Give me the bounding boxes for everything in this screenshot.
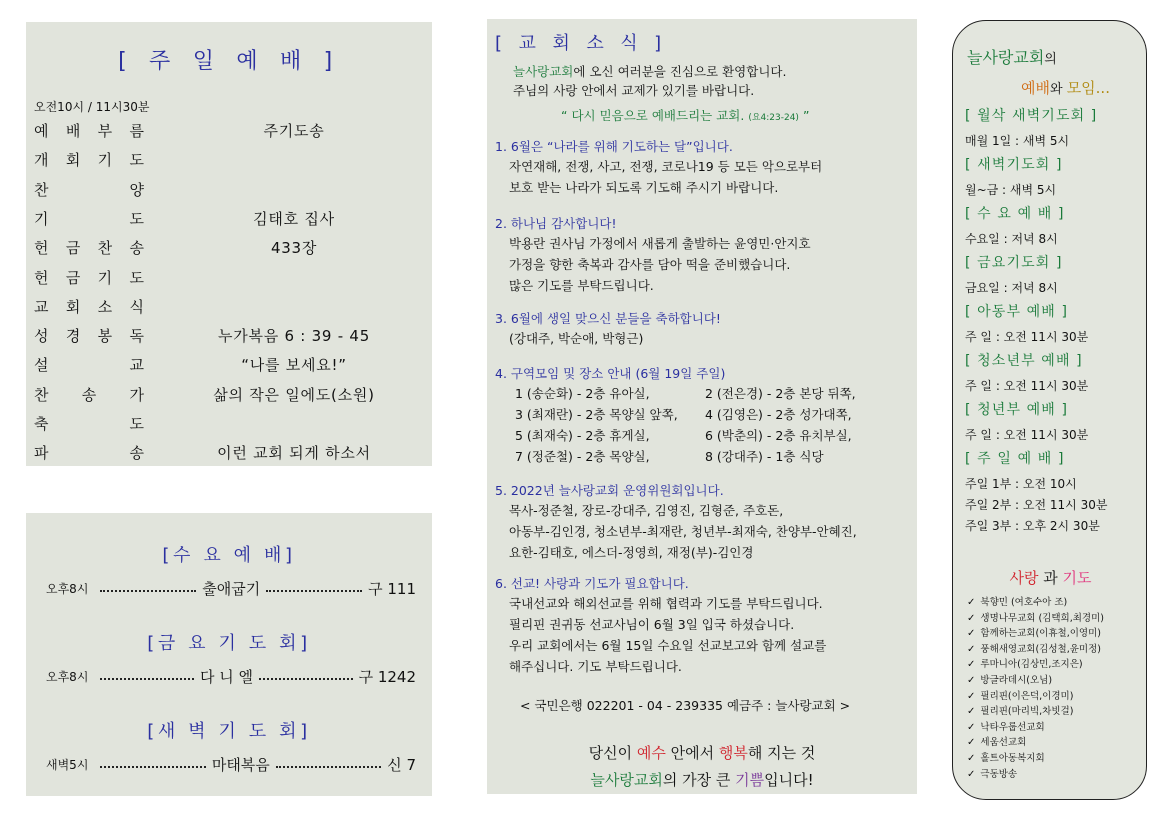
order-value: 이런 교회 되게 하소서 bbox=[217, 444, 371, 463]
worship-order-row bbox=[34, 384, 424, 413]
cell-group-location: 6 (박춘의) - 2층 유치부실, bbox=[705, 428, 852, 443]
cell-group-location: 7 (정준철) - 2층 목양실, bbox=[515, 449, 650, 464]
meeting-time: 매월 1일 : 새벽 5시 bbox=[965, 134, 1070, 148]
order-label-char: 개 bbox=[34, 151, 49, 170]
order-label-char: 송 bbox=[81, 385, 97, 404]
worship-order-row bbox=[34, 179, 424, 208]
order-label-char: 금 bbox=[65, 268, 81, 287]
order-label-char: 헌 bbox=[34, 268, 49, 287]
cell-group-location: 1 (송순화) - 2층 유아실, bbox=[515, 386, 650, 401]
prayer-item-text: 홀트아동복지회 bbox=[980, 753, 1045, 764]
prayer-item bbox=[967, 625, 1101, 639]
prayer-item bbox=[967, 656, 1083, 670]
meeting-time: 주일 3부 : 오후 2시 30분 bbox=[965, 519, 1100, 533]
order-label-char: 금 bbox=[65, 239, 81, 258]
meeting-title: [ 아동부 예배 ] bbox=[965, 304, 1069, 320]
news-item-heading: 5. 2022년 늘사랑교회 운영위원회입니다. bbox=[495, 483, 724, 498]
worship-order-row bbox=[34, 208, 424, 237]
service-book: 마태복음 bbox=[211, 756, 270, 774]
prayer-item-text: 방글라데시(오님) bbox=[980, 675, 1053, 686]
church-news-title: [ 교 회 소 식 ] bbox=[495, 33, 667, 54]
meeting-time: 주일 2부 : 오전 11시 30분 bbox=[965, 498, 1108, 512]
order-label-char: 송 bbox=[129, 444, 144, 463]
service-book: 출애굽기 bbox=[202, 580, 261, 598]
prayer-item-text: 필리핀(이은덕,이경미) bbox=[980, 690, 1074, 702]
order-label-char: 회 bbox=[65, 297, 81, 316]
news-item-line: 많은 기도를 부탁드립니다. bbox=[509, 278, 654, 293]
order-label-char: 헌 bbox=[34, 239, 49, 258]
order-label-char: 름 bbox=[129, 122, 144, 140]
motto-reference: (요4:23-24) bbox=[748, 113, 799, 123]
order-value: 433장 bbox=[270, 239, 318, 258]
news-item-line: 요한-김태호, 에스더-정영희, 재정(부)-김인경 bbox=[509, 545, 754, 560]
worship-order-row bbox=[34, 296, 424, 325]
meetings-church-name: 늘사랑교회 bbox=[967, 48, 1045, 67]
meetings-heading-2 bbox=[1021, 77, 1110, 98]
prayer-item-text: 낙타우룹선교회 bbox=[980, 721, 1045, 733]
order-label-char: 독 bbox=[129, 327, 144, 346]
checkmark-icon: ✓ bbox=[967, 675, 976, 686]
motto-end-quote: ” bbox=[802, 108, 810, 123]
order-label bbox=[34, 149, 144, 170]
closing-jesus: 예수 bbox=[636, 744, 666, 762]
order-value: 주기도송 bbox=[263, 122, 325, 140]
order-label-char: 봉 bbox=[97, 327, 113, 346]
news-item-heading: 6. 선교! 사랑과 기도가 필요합니다. bbox=[495, 576, 689, 591]
service-time: 오후8시 bbox=[46, 582, 89, 596]
order-label bbox=[34, 120, 144, 141]
service-reference: 구 111 bbox=[368, 580, 416, 598]
order-label-char: 송 bbox=[129, 239, 144, 258]
checkmark-icon: ✓ bbox=[967, 628, 976, 640]
prayer-item-text: 극동방송 bbox=[980, 768, 1018, 780]
meeting-title: [ 청소년부 예배 ] bbox=[965, 353, 1083, 369]
meeting-time: 금요일 : 저녁 8시 bbox=[965, 281, 1058, 295]
service-row bbox=[46, 754, 416, 775]
order-label-char: 부 bbox=[97, 122, 113, 140]
prayer-item bbox=[967, 641, 1101, 655]
order-label-char: 도 bbox=[129, 209, 144, 228]
meeting-time: 주 일 : 오전 11시 30분 bbox=[965, 379, 1089, 393]
order-label bbox=[34, 354, 144, 375]
order-label-char: 가 bbox=[129, 385, 144, 404]
meeting-time: 수요일 : 저녁 8시 bbox=[965, 232, 1058, 246]
meeting-title: [ 월삭 새벽기도회 ] bbox=[965, 108, 1098, 124]
service-time: 새벽5시 bbox=[46, 758, 89, 772]
service-time: 오후8시 bbox=[46, 670, 89, 684]
order-label-char: 도 bbox=[129, 415, 144, 433]
order-label-char: 도 bbox=[129, 151, 144, 170]
meeting-time: 주일 1부 : 오전 10시 bbox=[965, 477, 1077, 491]
news-item-heading: 3. 6월에 생일 맞으신 분들을 축하합니다! bbox=[495, 311, 721, 326]
news-item-line: 박용란 권사님 가정에서 새롭게 출발하는 윤영민·안지호 bbox=[509, 236, 811, 251]
bank-account: < 국민은행 022201 - 04 - 239335 예금주 : 늘사랑교회 > bbox=[520, 698, 851, 713]
order-label bbox=[34, 267, 144, 288]
leader-dots bbox=[100, 590, 196, 592]
meetings-panel bbox=[952, 20, 1147, 800]
church-news-panel bbox=[487, 19, 917, 794]
order-label-char: 교 bbox=[34, 297, 49, 316]
order-label bbox=[34, 208, 144, 229]
order-label-char: 식 bbox=[129, 297, 144, 316]
order-label-char: 예 bbox=[34, 122, 49, 140]
order-label-char: 소 bbox=[97, 297, 113, 316]
news-item-line: 가정을 향한 축복과 감사를 담아 떡을 준비했습니다. bbox=[509, 257, 791, 272]
meeting-time: 월~금 : 새벽 5시 bbox=[965, 183, 1057, 197]
worship-order-row bbox=[34, 413, 424, 442]
church-motto bbox=[561, 106, 809, 124]
closing-line-2 bbox=[487, 769, 917, 790]
leader-dots bbox=[276, 766, 381, 768]
news-item-line: 아동부-김인경, 청소년부-최재란, 청년부-최재숙, 찬양부-안혜진, bbox=[509, 524, 857, 539]
checkmark-icon: ✓ bbox=[967, 768, 976, 780]
order-value: “나를 보세요!” bbox=[241, 356, 347, 375]
leader-dots bbox=[266, 590, 362, 592]
prayer-item-text: 북향민 (여호수아 조) bbox=[980, 597, 1068, 608]
news-item-line: 보호 받는 나라가 되도록 기도해 주시기 바랍니다. bbox=[509, 180, 779, 195]
checkmark-icon: ✓ bbox=[967, 659, 976, 671]
checkmark-icon: ✓ bbox=[967, 612, 976, 624]
order-label-char: 배 bbox=[65, 122, 81, 140]
checkmark-icon: ✓ bbox=[967, 706, 976, 718]
prayer-item-text: 함께하는교회(이휴철,이영미) bbox=[980, 628, 1101, 640]
meeting-time: 주 일 : 오전 11시 30분 bbox=[965, 330, 1089, 344]
checkmark-icon: ✓ bbox=[967, 643, 976, 655]
cell-group-location: 3 (최재란) - 2층 목양실 앞쪽, bbox=[515, 407, 678, 422]
news-item-line: 국내선교와 해외선교를 위해 협력과 기도를 부탁드립니다. bbox=[509, 596, 823, 611]
service-book: 다 니 엘 bbox=[199, 668, 253, 686]
worship-order-row bbox=[34, 149, 424, 178]
prayer-heading bbox=[953, 567, 1148, 588]
checkmark-icon: ✓ bbox=[967, 721, 976, 733]
closing-text: 입니다! bbox=[764, 771, 814, 789]
news-item-heading: 4. 구역모임 및 장소 안내 (6월 19일 주일) bbox=[495, 366, 726, 381]
order-label-char: 경 bbox=[65, 327, 81, 346]
meetings-gathering-word: 모임... bbox=[1066, 79, 1110, 97]
order-label bbox=[34, 296, 144, 317]
worship-order-row bbox=[34, 267, 424, 296]
order-label-char: 기 bbox=[97, 151, 113, 170]
order-label bbox=[34, 384, 144, 405]
order-value: 삶의 작은 일에도(소원) bbox=[213, 385, 375, 404]
leader-dots bbox=[259, 678, 353, 680]
prayer-item-text: 루마니아(김상민,조지은) bbox=[980, 659, 1083, 671]
prayer-item bbox=[967, 750, 1045, 764]
cell-group-location: 4 (김영은) - 2층 성가대쪽, bbox=[705, 407, 852, 422]
order-label-char: 파 bbox=[34, 444, 49, 463]
prayer-item bbox=[967, 672, 1052, 686]
welcome-line-1 bbox=[513, 62, 786, 80]
leader-dots bbox=[100, 766, 205, 768]
welcome-church-name: 늘사랑교회 bbox=[513, 64, 574, 79]
service-title: [새 벽 기 도 회] bbox=[147, 721, 311, 742]
order-label-char: 찬 bbox=[97, 239, 113, 258]
weekday-services-panel bbox=[26, 513, 432, 796]
worship-order-row bbox=[34, 325, 424, 354]
order-label bbox=[34, 413, 144, 434]
prayer-and-word: 과 bbox=[1043, 569, 1058, 587]
order-label bbox=[34, 179, 144, 200]
cell-group-location: 8 (강대주) - 1층 식당 bbox=[705, 449, 824, 464]
meetings-worship-word: 예배 bbox=[1021, 79, 1050, 97]
meeting-title: [ 주 일 예 배 ] bbox=[965, 451, 1065, 467]
prayer-item bbox=[967, 610, 1104, 624]
closing-text: 의 가장 큰 bbox=[662, 771, 736, 789]
prayer-item-text: 필리핀(마리빅,차빗걸) bbox=[980, 706, 1074, 718]
sunday-worship-title: [ 주 일 예 배 ] bbox=[118, 49, 340, 74]
closing-church-name: 늘사랑교회 bbox=[590, 771, 663, 789]
prayer-love-word: 사랑 bbox=[1009, 569, 1039, 587]
order-label-char: 양 bbox=[129, 180, 144, 199]
service-row bbox=[46, 666, 416, 687]
prayer-item-text: 풍해새영교회(김성철,윤미정) bbox=[980, 643, 1101, 655]
prayer-item bbox=[967, 688, 1073, 702]
worship-order-row bbox=[34, 120, 424, 149]
news-item-line: 목사-정준철, 장로-강대주, 김영진, 김형준, 주호돈, bbox=[509, 503, 784, 518]
order-label bbox=[34, 325, 144, 346]
closing-text: 해 지는 것 bbox=[747, 744, 816, 762]
service-reference: 신 7 bbox=[387, 756, 417, 774]
order-label-char: 찬 bbox=[34, 385, 49, 404]
cell-group-location: 5 (최재숙) - 2층 휴게실, bbox=[515, 428, 650, 443]
service-reference: 구 1242 bbox=[358, 668, 416, 686]
meeting-title: [ 금요기도회 ] bbox=[965, 255, 1063, 271]
order-label-char: 찬 bbox=[34, 180, 49, 199]
worship-order-row bbox=[34, 354, 424, 383]
closing-joy: 기쁨 bbox=[735, 771, 765, 789]
service-title: [수 요 예 배] bbox=[162, 545, 296, 566]
order-label bbox=[34, 442, 144, 463]
order-label-char: 설 bbox=[34, 356, 49, 375]
order-label-char: 기 bbox=[97, 268, 113, 287]
order-label-char: 도 bbox=[129, 268, 144, 287]
order-label bbox=[34, 237, 144, 258]
closing-line-1 bbox=[487, 742, 917, 763]
closing-text: 당신이 bbox=[588, 744, 637, 762]
checkmark-icon: ✓ bbox=[967, 597, 976, 608]
prayer-word: 기도 bbox=[1062, 569, 1092, 587]
service-title: [금 요 기 도 회] bbox=[147, 633, 311, 654]
sunday-worship-time: 오전10시 / 11시30분 bbox=[34, 100, 150, 114]
cell-group-location: 2 (전은경) - 2층 본당 뒤쪽, bbox=[705, 386, 856, 401]
prayer-item bbox=[967, 719, 1045, 733]
news-item-line: (강대주, 박순애, 박형근) bbox=[509, 331, 644, 346]
order-label-char: 회 bbox=[65, 151, 81, 170]
order-value: 누가복음 6 : 39 - 45 bbox=[218, 327, 370, 346]
checkmark-icon: ✓ bbox=[967, 737, 976, 749]
order-label-char: 교 bbox=[129, 356, 144, 375]
prayer-item-text: 세움선교회 bbox=[980, 737, 1027, 749]
sunday-worship-panel bbox=[26, 22, 432, 466]
checkmark-icon: ✓ bbox=[967, 690, 976, 702]
welcome-text: 에 오신 여러분을 진심으로 환영합니다. bbox=[573, 64, 787, 79]
closing-happiness: 행복 bbox=[718, 744, 748, 762]
prayer-item bbox=[967, 594, 1067, 608]
news-item-line: 우리 교회에서는 6월 15일 수요일 선교보고와 함께 설교를 bbox=[509, 638, 827, 653]
service-row bbox=[46, 578, 416, 599]
worship-order-row bbox=[34, 442, 424, 471]
meeting-title: [ 청년부 예배 ] bbox=[965, 402, 1069, 418]
motto-text: “ 다시 믿음으로 예배드리는 교회. bbox=[561, 108, 745, 123]
prayer-item-text: 생명나무교회 (김택희,최경미) bbox=[980, 612, 1104, 624]
prayer-item bbox=[967, 703, 1073, 717]
meetings-heading-1 bbox=[967, 45, 1057, 68]
order-label-char: 기 bbox=[34, 209, 49, 228]
closing-text: 안에서 bbox=[665, 744, 719, 762]
meeting-title: [ 새벽기도회 ] bbox=[965, 157, 1063, 173]
prayer-item bbox=[967, 766, 1017, 780]
meeting-time: 주 일 : 오전 11시 30분 bbox=[965, 428, 1089, 442]
prayer-item bbox=[967, 734, 1026, 748]
news-item-line: 자연재해, 전쟁, 사고, 전쟁, 코로나19 등 모든 악으로부터 bbox=[509, 159, 823, 174]
order-label-char: 축 bbox=[34, 415, 49, 433]
meetings-and-word: 와 bbox=[1049, 82, 1063, 97]
meetings-church-suffix: 의 bbox=[1044, 52, 1057, 67]
order-label-char: 성 bbox=[34, 327, 49, 346]
news-item-heading: 1. 6월은 “나라를 위해 기도하는 달”입니다. bbox=[495, 139, 733, 154]
order-value: 김태호 집사 bbox=[253, 209, 335, 228]
meeting-title: [ 수 요 예 배 ] bbox=[965, 206, 1065, 222]
checkmark-icon: ✓ bbox=[967, 753, 976, 764]
leader-dots bbox=[100, 678, 194, 680]
news-item-line: 해주십니다. 기도 부탁드립니다. bbox=[509, 659, 682, 674]
news-item-line: 필리핀 권귀동 선교사님이 6월 3일 입국 하셨습니다. bbox=[509, 617, 795, 632]
news-item-heading: 2. 하나님 감사합니다! bbox=[495, 216, 617, 231]
worship-order-row bbox=[34, 237, 424, 266]
welcome-line-2: 주님의 사랑 안에서 교제가 있기를 바랍니다. bbox=[513, 83, 755, 98]
